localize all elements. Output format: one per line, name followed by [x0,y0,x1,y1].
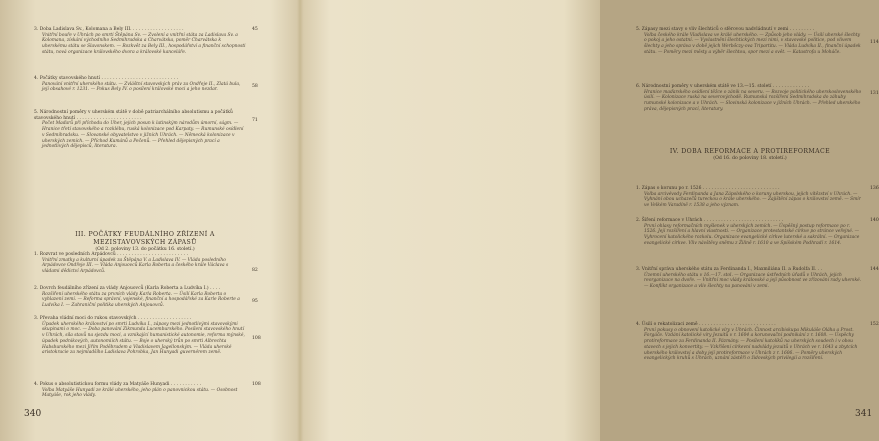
toc-entry-heading: 2. Dovrch feudálního zřízení za vlády Anjouovců (Karla Roberta a Ludvíka I.) . . . . [34,286,221,291]
section-title: IV. DOBA REFORMACE A PROTIREFORMACE [669,148,831,155]
toc-entry-summary: První pokusy o obnovení katolické víry v Uhrách. Činnost arcibiskupa Mikuláše Oláha a Prost. Forgáče. Vzdání katolické víry Jezuitů v r. 1604 a korunovační podnikání z r. 1608. — Úspěchy protireformace za Ferdinanda II. Pázmány. — Posílení katolíků na uherských soudech i v obou stavech s jejich konvertity. — Vzkříšení církevní nadvlády jezuitů v Uhrách ve r. 1643 a zbytcích uherského království a doby její protireformace v Uhrách z r. 1606. — Poměry uherských evangelických kruhů s Uhrách, uznání zástěři o židovských privilegií a rozšíření. [644,327,858,362]
toc-entry-heading: 3. Vnitřní správa uherského státu za Ferdinanda I., Maxmiliána II. a Rudolfa II. . . [636,267,823,272]
toc-page-number: 140 [870,218,879,223]
toc-entry [34,316,246,356]
toc-entry [34,76,246,93]
toc-entry [34,27,246,56]
toc-page-number: 152 [870,322,879,327]
toc-entry [636,322,862,362]
toc-entry-summary: Volba českého krále Vladislava ve králé uherského. — Způsob jeho vlády. — Úsilí uherské šlechty o pokoj a jeho ostatní. — Vyvlastnění šlechtických mezi nimi, v stavovské politice, pod vlivem šlechty a jeho správa v době jejich Werbőczy-ova Tripartitu. — Vláda Ludvíka II., finanční úpadek státu. — Poměry mezi městy a výběr šlechtou, spor mezi a svět. — Katastrofa u Moháče. [644,32,861,55]
toc-entry-summary: Vnitřní bouře v Uhrách po smrti Štěpána Sv. — Zvolení a vnitřní státa za Ladislava Sv. a Kolomana, získání východního Sedmihradska a Charvátska, poměr Charvátska k uherskému státu se Slavonskem. — Rozkvět za Bely III., hospodářství a finanční schopnosti státu, nová organizace královského dvora a královské kanceláře. [42,32,246,55]
toc-entry-heading: 1. Zápas o korunu po r. 1526 . . . . . . . . . . . . . . . . . . . . . . . . . . . [636,186,780,191]
toc-page-number: 144 [870,267,879,272]
toc-entry [34,252,246,275]
toc-entry [636,218,862,247]
section-subtitle: (Od 16. do poloviny 18. století.) [713,156,787,161]
toc-entry-heading: 5. Národnostní poměry v uherském státě v době patriarchálního absolutismu a počátků stavovského hnutí . . . . . . . . . . . . . . . . . . . . . . . [34,110,233,121]
toc-page-number: 108 [252,336,261,341]
page-number: 340 [24,409,42,419]
toc-entry-heading: 6. Národnostní poměry v uherském státě ve 13.—15. století . . . . . . . . . . . . . [636,84,810,89]
toc-entry-heading: 4. Počátky stavovského hnutí . . . . . . . . . . . . . . . . . . . . . . . . . . . [34,76,179,81]
toc-page-number: 131 [870,91,879,96]
toc-page-number: 136 [870,186,879,191]
toc-entry-heading: 3. Převaha vládní moci do rukou stavovských . . . . . . . . . . . . . . . . . . . [34,316,192,321]
right-page [300,0,879,441]
toc-entry [34,110,246,150]
left-page [0,0,300,441]
toc-page-number: 114 [870,40,879,45]
toc-entry [34,286,246,309]
toc-entry-summary: Volba Matyáše Hunyadi ze králé uherského, jeho plán o panovnickou státu. — Osobnost Matyáše, rok jeho vlády. [42,387,238,399]
toc-entry-heading: 2. Šíření reformace v Uhrách . . . . . . . . . . . . . . . . . . . . . . . . . . . . [636,218,784,223]
toc-entry-heading: 1. Rozvrat ve posledních Arpádovců . . . . . . . . . . . . . . . . . . . . . . . . . [34,252,189,257]
toc-entry-summary: Úpadek uherského království po smrti Ludvíka I., zápasy mezi jednotlivými stavovskými skupinami o moc. — Doba panování Zikmunda Lucemburského. Posílení stavovského hnutí v Uhrách, síla stavů na sjezdu moci, a vznikající humanistické autonomie, reforma mýnské, úpadek podnikových, autonomiích státu. — Boje o uherský trůn po smrti Albrechta Habsburského mezi Jiřím Poděbradem a Vladislavem Jagellonským. — Vláda uherské aristokracie za nejmladšího Ladislava Pohrobka, Jan Hunyadi guvernérem země. [42,321,245,356]
toc-page-number: 95 [252,299,258,304]
toc-entry-summary: Vnitřní zmatky a kulturní úpadek za Štěpána V. a Ladislava IV. — Vláda posledního Arpádovce Ondřeje III. — Vláda Anjouovců Karla Roberta a českého krále Václava s vládami dědictví Arpádovců. [42,257,229,275]
toc-entry-summary: Počet Maďarů při příchodu do Uher, jejich posun k latinským národům úmorní, ságm. — Hranice třetí stavovského a rozklébu, ruská kolonizace pod Karpaty. — Rumunské osídlení v Sedmihradsku. — Slovanské obyvatelstvo v jižních Uhrách. — Německá kolonizace v uherských zemích. — Příchod Kumánů a Pečenů. — Přehled dějepisných prací a jednotlivých dějepisců, literatura. [42,121,244,150]
section-heading-iii [40,231,250,253]
toc-entry [636,84,862,113]
toc-entry [636,267,862,290]
toc-entry-summary: Hranice maďarského osídlení těžce o zánik na severu. — Rozvoje politického uherskoslovenského úsilí. — Kolonizace ruská na severovýchodě. Rumunská rozšíření Sedmihradska do záhuby rumunské kolonizace a v Uhrách. — Slovinská kolonizace v jižních Uhrách. — Přehled uherského práva, dějepisných prací, literatury. [644,89,862,112]
section-subtitle: (Od 2. poloviny 13. do počátku 16. století.) [95,247,195,252]
toc-entry [636,186,862,209]
toc-page-number: 58 [252,84,258,89]
toc-entry [34,382,246,399]
toc-entry-heading: 5. Zápasy mezi stavy o vliv šlechticů o sférovou nadvládnutí v zemi . . . . . . . . . [636,27,815,32]
toc-page-number: 82 [252,268,258,273]
toc-entry-summary: Rozšíření uherského státu za prvních vlády Karla Roberta. — Úsilí Karla Roberta o vyhlazení zemí. — Reforma správní, vojenské, finanční a hospodářské za Karle Roberte a Ludvíka I. — Zahraniční politika uherských Anjouovců. [42,291,240,309]
toc-page-number: 45 [252,27,258,32]
toc-entry-summary: Územní uherského státu v 16.—17. stol. — Organizace ústředních úřadů v Uhrách, jejich reorganizace na dvoře. — Vnitřní moc vlády královské a její působnost ve zřizování rady uherské. — Konflikt organizace a vliv šlechty na panování v zemi. [644,272,862,290]
toc-entry [636,27,862,56]
toc-entry-heading: 4. Pokus o absolutistickou formu vlády za Matyáše Hunyadi . . . . . . . . . . . [34,382,202,387]
toc-entry-summary: Volba arcivévody Ferdinanda a Jana Zápolského o koruny uherskou, jejich vítězství v Uhrách. — Vyhnání obou uchazečů tureckou o krále uherského. — Zajištění zápas o království země. — Smír ve Velkém Varadíně r. 1538 a jeho význam. [644,191,861,209]
toc-entry-heading: 3. Doba Ladislava Sv., Kolomana a Bely III. . . . . . . . . . . . . . . . . . . [34,27,184,32]
toc-page-number: 108 [252,382,261,387]
toc-entry-summary: První ohlasy reformačních myšlenek v uherských zemích. — Úspěšný postup reformace po r. 1526. Její rozšíření a hlavní vlastnosti. — Organizace protestantské církve po stránce veřejné. — Vyhrocení katolického rozkolu. Organizace evangelické církve luterské a sakrální. — Organizace evangelické církve. Vliv návštěvy sněmu z Žilině r. 1610 a ve Spišském Podhradí r. 1614. [644,223,860,246]
toc-entry-heading: 4. Úsilí o rekatolizaci země . . . . . . . . . . . . . . . . . . . . . . . . . . . [636,322,776,327]
page-number: 341 [855,409,873,419]
toc-entry-summary: Panování vnitřní uherského státu. — Zvláštní stavovských práv za Ondřeje II., Zlatá bula, její obsahové r. 1231. — Pokus Bely IV. o posílení královské moci a jeho nezdar. [42,81,241,93]
section-heading-iv [640,148,860,162]
section-title: III. POČÁTKY FEUDÁLNÍHO ZŘÍZENÍ A MEZISTAVOVSKÝCH ZÁPASŮ [75,231,215,246]
toc-page-number: 71 [252,118,258,123]
